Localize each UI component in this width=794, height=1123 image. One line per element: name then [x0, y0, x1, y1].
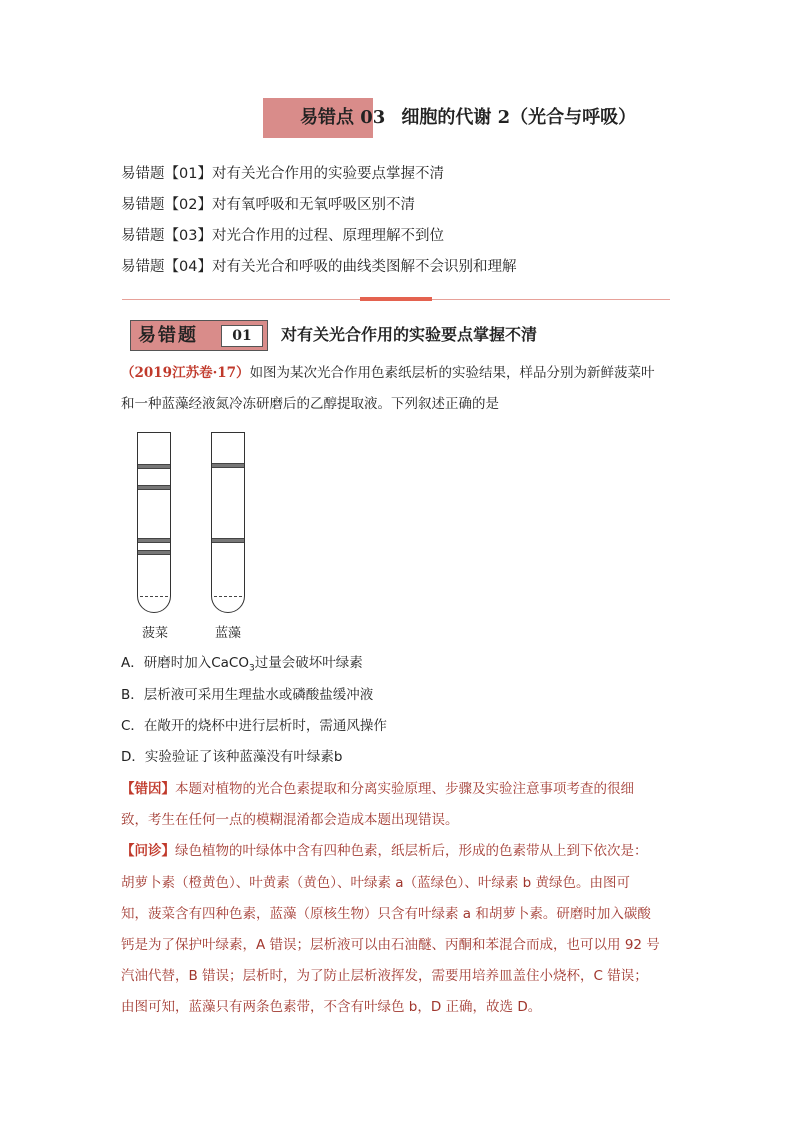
pigment-band — [212, 538, 244, 543]
question-text-1: 如图为某次光合作用色素纸层析的实验结果，样品分别为新鲜菠菜叶 — [249, 365, 655, 381]
cause-line-2: 致，考生在任何一点的模糊混淆都会造成本题出现错误。 — [121, 812, 459, 828]
section-number: 01 — [221, 325, 263, 347]
page-title — [300, 104, 636, 132]
pigment-band — [138, 538, 170, 543]
toc-list — [121, 163, 516, 287]
divider-accent — [360, 297, 432, 301]
option-c: C．在敞开的烧杯中进行层析时，需通风操作 — [121, 718, 387, 734]
pigment-band — [138, 550, 170, 555]
toc-item: 易错题【04】对有关光合和呼吸的曲线类图解不会识别和理解 — [121, 259, 517, 275]
diagnosis-line-6: 由图可知，蓝藻只有两条色素带，不含有叶绿色 b，D 正确，故选 D。 — [121, 999, 542, 1015]
header-title-text: 细胞的代谢 2（光合与呼吸） — [401, 107, 637, 128]
tube-label-spinach: 菠菜 — [142, 626, 169, 641]
section-title: 对有关光合作用的实验要点掌握不清 — [281, 325, 538, 344]
cause-tag: 【错因】 — [121, 781, 175, 797]
cyanobacteria-tube — [211, 432, 245, 613]
origin-line — [214, 596, 242, 597]
option-b: B．层析液可采用生理盐水或磷酸盐缓冲液 — [121, 687, 374, 703]
diagnosis-line-5: 汽油代替，B 错误；层析时，为了防止层析液挥发，需要用培养皿盖住小烧杯，C 错误； — [121, 968, 648, 984]
diagnosis-line-3: 知，菠菜含有四种色素，蓝藻（原核生物）只含有叶绿素 a 和胡萝卜素。研磨时加入碳酸 — [121, 906, 651, 922]
diagnosis-line-4: 钙是为了保护叶绿素，A 错误；层析液可以由石油醚、丙酮和苯混合而成，也可以用 92 号 — [121, 937, 660, 953]
toc-item: 易错题【02】对有氧呼吸和无氧呼吸区别不清 — [121, 197, 415, 213]
option-a: A．研磨时加入CaCO$_3$过量会破坏叶绿素 — [121, 655, 363, 674]
question-source: （2019江苏卷·17） — [121, 365, 250, 381]
diagnosis-line-1: 【问诊】绿色植物的叶绿体中含有四种色素，纸层析后，形成的色素带从上到下依次是： — [121, 843, 648, 859]
question-line-1 — [121, 362, 655, 384]
cause-line-1: 【错因】本题对植物的光合色素提取和分离实验原理、步骤及实验注意事项考查的很细 — [121, 781, 634, 797]
diagnosis-line-2: 胡萝卜素（橙黄色）、叶黄素（黄色）、叶绿素 a（蓝绿色）、叶绿素 b 黄绿色。由图可 — [121, 875, 630, 891]
spinach-tube — [137, 432, 171, 613]
section-label-box — [130, 320, 268, 351]
tube-label-cyanobacteria: 蓝藻 — [215, 626, 242, 641]
question-text-2: 和一种蓝藻经液氮冷冻研磨后的乙醇提取液。下列叙述正确的是 — [121, 396, 499, 412]
origin-line — [140, 596, 168, 597]
toc-item: 易错题【03】对光合作用的过程、原理理解不到位 — [121, 228, 444, 244]
section-label: 易错题 — [138, 325, 198, 346]
diagnosis-tag: 【问诊】 — [121, 843, 175, 859]
toc-item: 易错题【01】对有关光合作用的实验要点掌握不清 — [121, 166, 444, 182]
pigment-band — [138, 485, 170, 490]
pigment-band — [212, 463, 244, 468]
header-label: 易错点 03 — [300, 107, 386, 128]
option-d: D．实验验证了该种蓝藻没有叶绿素b — [121, 749, 343, 765]
pigment-band — [138, 464, 170, 469]
